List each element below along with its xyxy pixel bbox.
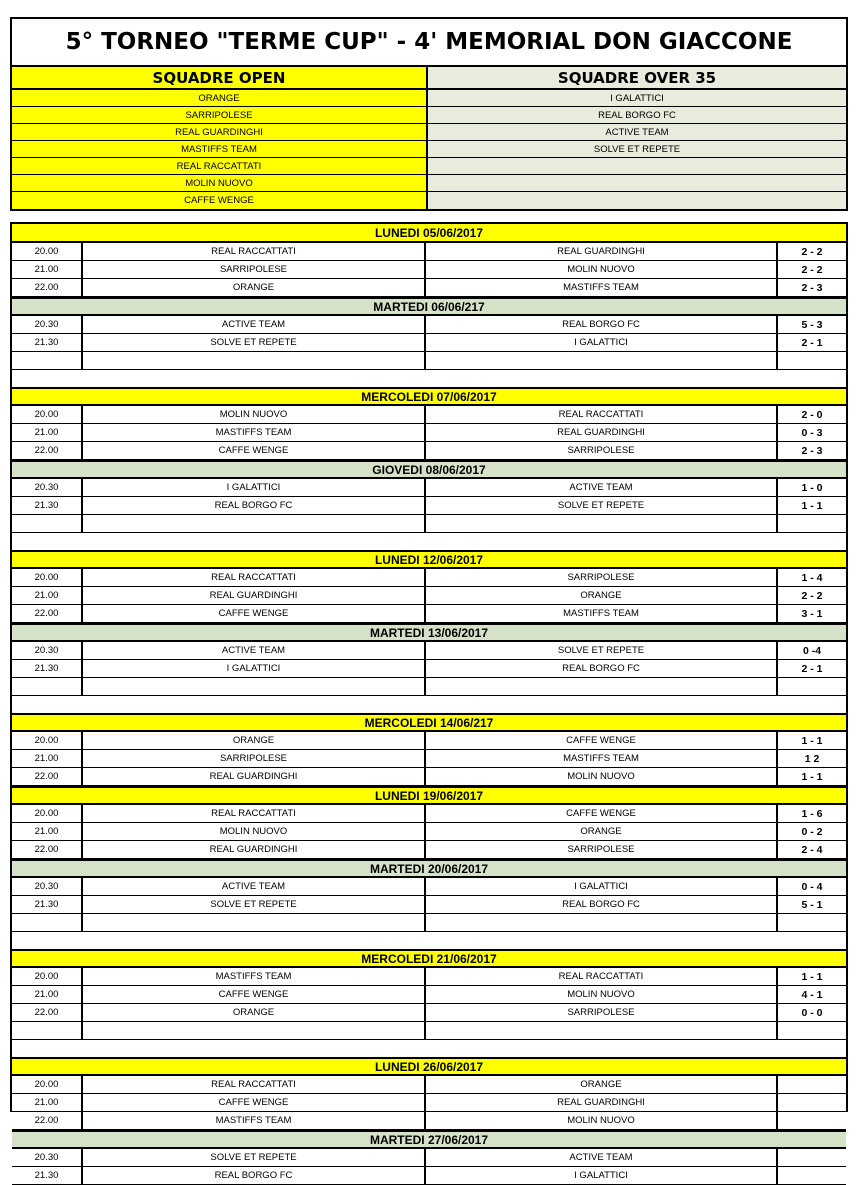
home-team: REAL BORGO FC [83, 497, 426, 515]
match-score [778, 515, 846, 533]
over35-team-name: SOLVE ET REPETE [428, 141, 846, 158]
over35-team-name [428, 175, 846, 192]
match-score: 2 - 2 [778, 243, 846, 261]
match-time: 22.00 [12, 442, 83, 460]
match-score [778, 1149, 846, 1167]
match-time: 20.30 [12, 878, 83, 896]
home-team: SOLVE ET REPETE [83, 896, 426, 914]
match-time: 21.00 [12, 823, 83, 841]
home-team [83, 914, 426, 932]
match-row [12, 750, 846, 768]
away-team: MASTIFFS TEAM [426, 605, 778, 623]
match-score: 1 - 1 [778, 768, 846, 786]
spacer [12, 696, 846, 713]
day-header: MERCOLEDI 21/06/2017 [12, 949, 846, 968]
away-team: REAL RACCATTATI [426, 968, 778, 986]
away-team: I GALATTICI [426, 1167, 778, 1185]
open-team-name: MOLIN NUOVO [12, 175, 428, 192]
home-team: I GALATTICI [83, 660, 426, 678]
spacer [12, 932, 846, 949]
match-time: 22.00 [12, 1112, 83, 1130]
match-row [12, 1112, 846, 1130]
away-team: SARRIPOLESE [426, 841, 778, 859]
away-team: ORANGE [426, 1076, 778, 1094]
away-team: REAL BORGO FC [426, 660, 778, 678]
away-team [426, 1022, 778, 1040]
home-team: REAL RACCATTATI [83, 569, 426, 587]
match-row [12, 279, 846, 297]
spacer [12, 533, 846, 550]
match-time: 21.30 [12, 497, 83, 515]
home-team: REAL GUARDINGHI [83, 841, 426, 859]
match-row [12, 914, 846, 932]
match-time: 20.30 [12, 316, 83, 334]
match-row [12, 243, 846, 261]
match-time: 21.30 [12, 660, 83, 678]
home-team: ACTIVE TEAM [83, 316, 426, 334]
match-row [12, 479, 846, 497]
match-score [778, 1076, 846, 1094]
home-team: CAFFE WENGE [83, 605, 426, 623]
away-team: REAL GUARDINGHI [426, 243, 778, 261]
day-header: MARTEDI 20/06/2017 [12, 859, 846, 878]
match-score: 2 - 2 [778, 261, 846, 279]
match-score: 0 - 2 [778, 823, 846, 841]
match-score [778, 914, 846, 932]
home-team: I GALATTICI [83, 479, 426, 497]
match-row [12, 261, 846, 279]
home-team: SOLVE ET REPETE [83, 334, 426, 352]
match-row [12, 1149, 846, 1167]
match-time: 21.30 [12, 896, 83, 914]
over35-team-name [428, 158, 846, 175]
open-team-name: CAFFE WENGE [12, 192, 428, 209]
home-team: REAL GUARDINGHI [83, 768, 426, 786]
match-score: 1 2 [778, 750, 846, 768]
spacer [12, 1040, 846, 1057]
match-score: 3 - 1 [778, 605, 846, 623]
home-team: REAL GUARDINGHI [83, 587, 426, 605]
home-team: ACTIVE TEAM [83, 642, 426, 660]
match-time: 21.00 [12, 750, 83, 768]
match-time: 20.00 [12, 406, 83, 424]
day-header: LUNEDI 19/06/2017 [12, 786, 846, 805]
match-score [778, 1167, 846, 1185]
match-row [12, 805, 846, 823]
open-team-name: REAL RACCATTATI [12, 158, 428, 175]
away-team: REAL RACCATTATI [426, 406, 778, 424]
match-score: 2 - 1 [778, 334, 846, 352]
match-row [12, 605, 846, 623]
match-time: 20.00 [12, 1076, 83, 1094]
team-row [12, 141, 846, 158]
match-time: 20.00 [12, 968, 83, 986]
match-score [778, 1094, 846, 1112]
match-score: 0 - 3 [778, 424, 846, 442]
day-header: MARTEDI 27/06/2017 [12, 1130, 846, 1149]
day-header: LUNEDI 12/06/2017 [12, 550, 846, 569]
home-team: SARRIPOLESE [83, 261, 426, 279]
match-row [12, 352, 846, 370]
match-row [12, 316, 846, 334]
away-team: I GALATTICI [426, 878, 778, 896]
match-row [12, 515, 846, 533]
away-team [426, 914, 778, 932]
match-score: 2 - 4 [778, 841, 846, 859]
over35-team-name: REAL BORGO FC [428, 107, 846, 124]
away-team: REAL GUARDINGHI [426, 424, 778, 442]
match-time: 21.00 [12, 587, 83, 605]
open-team-name: REAL GUARDINGHI [12, 124, 428, 141]
day-header: MARTEDI 06/06/217 [12, 297, 846, 316]
match-time: 21.00 [12, 986, 83, 1004]
away-team: ACTIVE TEAM [426, 479, 778, 497]
match-time: 20.00 [12, 805, 83, 823]
match-row [12, 768, 846, 786]
home-team: CAFFE WENGE [83, 1094, 426, 1112]
match-time: 20.30 [12, 479, 83, 497]
day-header: MERCOLEDI 14/06/217 [12, 713, 846, 732]
match-row [12, 406, 846, 424]
home-team: MASTIFFS TEAM [83, 424, 426, 442]
day-header: MERCOLEDI 07/06/2017 [12, 387, 846, 406]
match-time: 21.00 [12, 1094, 83, 1112]
home-team: MOLIN NUOVO [83, 823, 426, 841]
away-team: MOLIN NUOVO [426, 261, 778, 279]
schedule-table [10, 222, 848, 1181]
match-score [778, 352, 846, 370]
away-team [426, 352, 778, 370]
match-score [778, 1112, 846, 1130]
home-team [83, 678, 426, 696]
away-team: CAFFE WENGE [426, 732, 778, 750]
match-row [12, 896, 846, 914]
home-team: REAL RACCATTATI [83, 805, 426, 823]
over35-team-name [428, 192, 846, 209]
match-row [12, 1167, 846, 1185]
away-team: I GALATTICI [426, 334, 778, 352]
match-time: 20.30 [12, 1149, 83, 1167]
match-time: 20.30 [12, 642, 83, 660]
match-score: 2 - 1 [778, 660, 846, 678]
team-row [12, 192, 846, 209]
home-team: REAL RACCATTATI [83, 1076, 426, 1094]
home-team: MOLIN NUOVO [83, 406, 426, 424]
match-score: 0 - 4 [778, 878, 846, 896]
over35-team-name: ACTIVE TEAM [428, 124, 846, 141]
match-time: 21.30 [12, 334, 83, 352]
match-time: 21.00 [12, 424, 83, 442]
home-team: MASTIFFS TEAM [83, 968, 426, 986]
match-score: 1 - 6 [778, 805, 846, 823]
open-team-name: SARRIPOLESE [12, 107, 428, 124]
match-time: 21.30 [12, 1167, 83, 1185]
away-team: MOLIN NUOVO [426, 768, 778, 786]
match-row [12, 841, 846, 859]
away-team: MOLIN NUOVO [426, 1112, 778, 1130]
teams-header-row [12, 67, 846, 90]
away-team: SARRIPOLESE [426, 569, 778, 587]
away-team: REAL BORGO FC [426, 316, 778, 334]
teams-table [10, 67, 848, 211]
away-team: ORANGE [426, 823, 778, 841]
team-row [12, 158, 846, 175]
match-score [778, 678, 846, 696]
teams-body [12, 90, 846, 209]
match-row [12, 878, 846, 896]
away-team: SOLVE ET REPETE [426, 642, 778, 660]
match-time [12, 1022, 83, 1040]
match-time: 20.00 [12, 732, 83, 750]
open-team-name: MASTIFFS TEAM [12, 141, 428, 158]
home-team: SARRIPOLESE [83, 750, 426, 768]
match-row [12, 823, 846, 841]
match-time: 22.00 [12, 605, 83, 623]
match-score: 2 - 3 [778, 279, 846, 297]
match-row [12, 986, 846, 1004]
away-team: MOLIN NUOVO [426, 986, 778, 1004]
match-time [12, 914, 83, 932]
match-score: 1 - 4 [778, 569, 846, 587]
match-time [12, 678, 83, 696]
home-team: REAL BORGO FC [83, 1167, 426, 1185]
over35-team-name: I GALATTICI [428, 90, 846, 107]
home-team: REAL RACCATTATI [83, 243, 426, 261]
match-score [778, 1022, 846, 1040]
match-score: 2 - 3 [778, 442, 846, 460]
home-team [83, 352, 426, 370]
team-row [12, 124, 846, 141]
match-score: 0 -4 [778, 642, 846, 660]
match-row [12, 1094, 846, 1112]
match-time [12, 515, 83, 533]
spacer [12, 370, 846, 387]
match-time: 20.00 [12, 243, 83, 261]
home-team [83, 515, 426, 533]
team-row [12, 175, 846, 192]
match-row [12, 660, 846, 678]
away-team: SARRIPOLESE [426, 442, 778, 460]
day-header: MARTEDI 13/06/2017 [12, 623, 846, 642]
team-row [12, 107, 846, 124]
match-row [12, 642, 846, 660]
match-time [12, 352, 83, 370]
match-score: 2 - 2 [778, 587, 846, 605]
away-team: CAFFE WENGE [426, 805, 778, 823]
away-team [426, 515, 778, 533]
home-team [83, 1022, 426, 1040]
away-team: SOLVE ET REPETE [426, 497, 778, 515]
match-time: 22.00 [12, 768, 83, 786]
home-team: CAFFE WENGE [83, 442, 426, 460]
match-row [12, 1076, 846, 1094]
match-time: 22.00 [12, 279, 83, 297]
home-team: ACTIVE TEAM [83, 878, 426, 896]
away-team: ORANGE [426, 587, 778, 605]
open-team-name: ORANGE [12, 90, 428, 107]
match-time: 20.00 [12, 569, 83, 587]
match-score: 5 - 1 [778, 896, 846, 914]
match-row [12, 732, 846, 750]
match-score: 5 - 3 [778, 316, 846, 334]
match-row [12, 334, 846, 352]
away-team: MASTIFFS TEAM [426, 750, 778, 768]
match-row [12, 1004, 846, 1022]
away-team: SARRIPOLESE [426, 1004, 778, 1022]
team-row [12, 90, 846, 107]
match-row [12, 424, 846, 442]
match-row [12, 1022, 846, 1040]
match-time: 22.00 [12, 841, 83, 859]
home-team: ORANGE [83, 732, 426, 750]
match-row [12, 497, 846, 515]
home-team: ORANGE [83, 1004, 426, 1022]
open-teams-header: SQUADRE OPEN [12, 67, 428, 88]
match-row [12, 587, 846, 605]
away-team: REAL GUARDINGHI [426, 1094, 778, 1112]
home-team: ORANGE [83, 279, 426, 297]
day-header: GIOVEDI 08/06/2017 [12, 460, 846, 479]
away-team: ACTIVE TEAM [426, 1149, 778, 1167]
match-row [12, 442, 846, 460]
day-header: LUNEDI 05/06/2017 [12, 224, 846, 243]
match-score: 1 - 1 [778, 968, 846, 986]
match-score: 2 - 0 [778, 406, 846, 424]
match-time: 22.00 [12, 1004, 83, 1022]
match-score: 1 - 0 [778, 479, 846, 497]
match-row [12, 678, 846, 696]
away-team [426, 678, 778, 696]
match-score: 0 - 0 [778, 1004, 846, 1022]
home-team: MASTIFFS TEAM [83, 1112, 426, 1130]
match-score: 1 - 1 [778, 732, 846, 750]
over35-teams-header: SQUADRE OVER 35 [428, 67, 846, 88]
match-row [12, 968, 846, 986]
away-team: REAL BORGO FC [426, 896, 778, 914]
away-team: MASTIFFS TEAM [426, 279, 778, 297]
home-team: SOLVE ET REPETE [83, 1149, 426, 1167]
match-time: 21.00 [12, 261, 83, 279]
home-team: CAFFE WENGE [83, 986, 426, 1004]
match-score: 4 - 1 [778, 986, 846, 1004]
match-row [12, 569, 846, 587]
day-header: LUNEDI 26/06/2017 [12, 1057, 846, 1076]
page-title: 5° TORNEO "TERME CUP" - 4' MEMORIAL DON GIACCONE [10, 17, 848, 67]
match-score: 1 - 1 [778, 497, 846, 515]
